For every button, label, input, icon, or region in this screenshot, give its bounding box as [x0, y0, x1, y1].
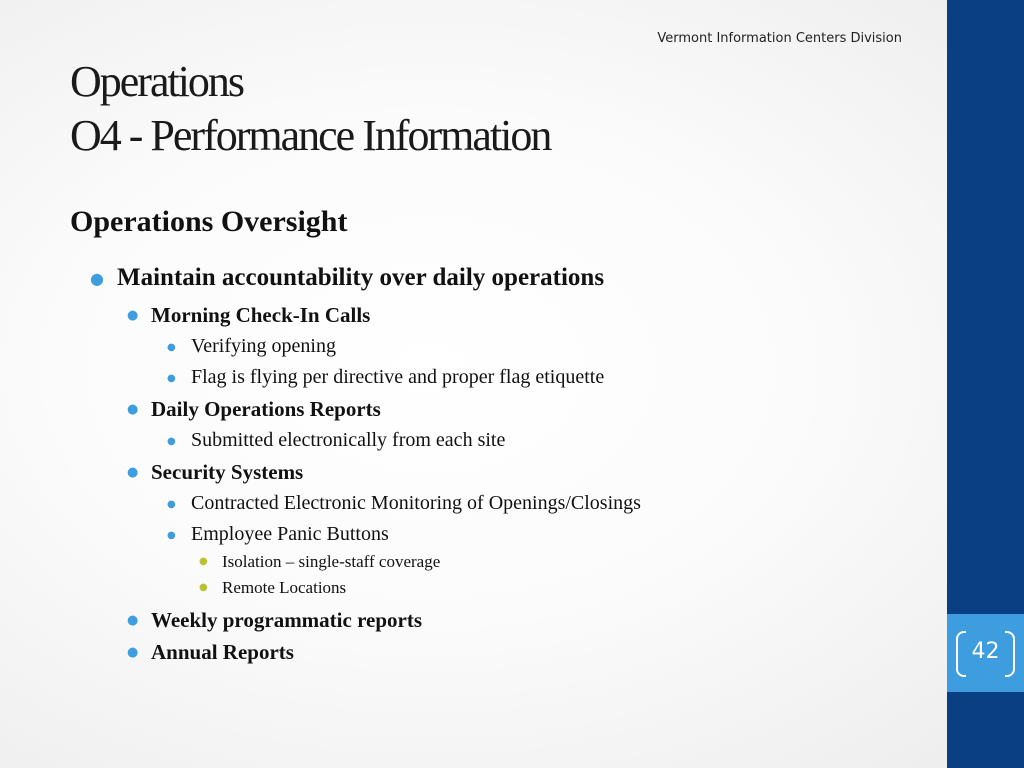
- bullet-dot-icon: ●: [199, 556, 208, 567]
- bullet-level-3: [167, 521, 389, 547]
- bullet-level-2: [127, 302, 371, 328]
- bullet-text: Morning Check-In Calls: [151, 303, 371, 327]
- slide-title-line-2: O4 - Performance Information: [70, 111, 551, 160]
- bullet-dot-icon: ●: [127, 613, 139, 628]
- bullet-dot-icon: ●: [167, 436, 176, 447]
- bullet-dot-icon: ●: [167, 342, 176, 353]
- bullet-level-3: [167, 490, 641, 516]
- bullet-text: Maintain accountability over daily operations: [117, 264, 605, 291]
- organization-header: Vermont Information Centers Division: [657, 31, 902, 46]
- bullet-level-1: [90, 263, 605, 293]
- page-number: 42: [971, 639, 1000, 664]
- bullet-text: Daily Operations Reports: [151, 397, 381, 421]
- bullet-level-2: [127, 607, 423, 633]
- bullet-text: Remote Locations: [222, 578, 347, 597]
- bullet-level-2: [127, 396, 381, 422]
- bullet-level-2: [127, 459, 304, 485]
- bullet-level-4: [199, 577, 347, 599]
- section-heading: Operations Oversight: [70, 205, 348, 238]
- bullet-dot-icon: ●: [167, 373, 176, 384]
- bullet-level-3: [167, 333, 336, 359]
- bullet-text: Isolation – single-staff coverage: [222, 552, 441, 571]
- bullet-dot-icon: ●: [127, 465, 139, 480]
- bullet-dot-icon: ●: [167, 499, 176, 510]
- bullet-text: Submitted electronically from each site: [191, 429, 506, 451]
- bullet-text: Weekly programmatic reports: [151, 608, 423, 632]
- bullet-text: Annual Reports: [151, 640, 294, 664]
- slide-title-line-1: Operations: [70, 57, 244, 106]
- bullet-dot-icon: ●: [90, 269, 104, 288]
- page-number-box: [947, 614, 1024, 692]
- bullet-text: Employee Panic Buttons: [191, 523, 389, 545]
- bullet-dot-icon: ●: [127, 308, 139, 323]
- bullet-level-3: [167, 364, 605, 390]
- bullet-level-3: [167, 427, 506, 453]
- bullet-dot-icon: ●: [127, 402, 139, 417]
- bullet-text: Security Systems: [151, 460, 304, 484]
- bullet-level-4: [199, 551, 441, 573]
- bullet-text: Verifying opening: [191, 335, 336, 357]
- bullet-dot-icon: ●: [199, 582, 208, 593]
- bullet-dot-icon: ●: [127, 645, 139, 660]
- bullet-text: Contracted Electronic Monitoring of Openings/Closings: [191, 492, 641, 514]
- bullet-text: Flag is flying per directive and proper flag etiquette: [191, 366, 605, 388]
- bullet-dot-icon: ●: [167, 530, 176, 541]
- bullet-level-2: [127, 639, 294, 665]
